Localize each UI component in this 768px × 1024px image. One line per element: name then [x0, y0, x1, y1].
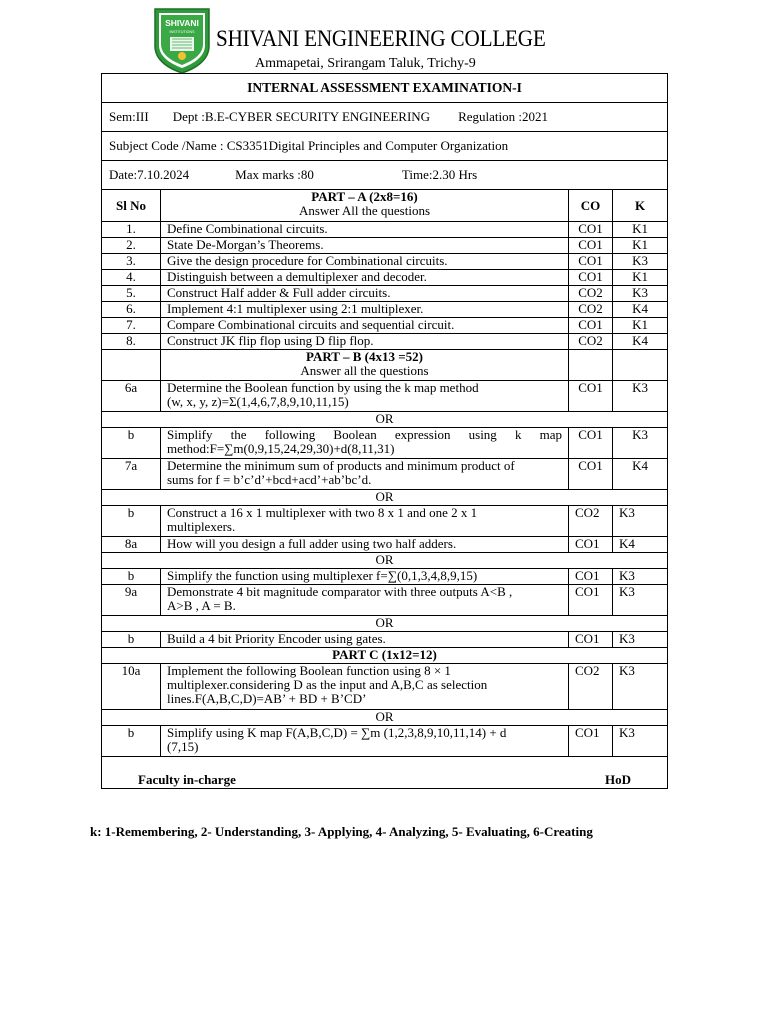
question-text: Determine the minimum sum of products and minimum product of: [167, 458, 515, 473]
table-row: [102, 428, 668, 459]
question-number: b: [102, 632, 161, 648]
logo-text: SHIVANI: [165, 18, 199, 28]
course-outcome: CO1: [569, 270, 613, 286]
question-text: State De-Morgan’s Theorems.: [161, 238, 569, 254]
part-b-header-row: [102, 350, 668, 381]
knowledge-level: K3: [613, 381, 668, 412]
knowledge-level: K3: [613, 632, 668, 648]
question-text: Implement 4:1 multiplexer using 2:1 multiplexer.: [161, 302, 569, 318]
table-row: [102, 569, 668, 585]
question-number: 5.: [102, 286, 161, 302]
part-a-title: PART – A (2x8=16): [311, 189, 418, 204]
knowledge-level: K3: [613, 726, 668, 757]
knowledge-level: K3: [613, 506, 668, 537]
question-text: multiplexer.considering D as the input and A,B,C as selection: [167, 677, 488, 692]
part-c-header-row: [102, 648, 668, 664]
question-text: Define Combinational circuits.: [161, 222, 569, 238]
subject: Subject Code /Name : CS3351Digital Principles and Computer Organization: [102, 132, 668, 161]
question-text: Compare Combinational circuits and sequential circuit.: [161, 318, 569, 334]
table-row: [102, 270, 668, 286]
part-b-title: PART – B (4x13 =52): [306, 349, 423, 364]
knowledge-level: K1: [613, 270, 668, 286]
course-outcome: CO1: [569, 459, 613, 490]
course-outcome: CO1: [569, 381, 613, 412]
or-label: OR: [102, 490, 668, 506]
part-a-header-row: [102, 190, 668, 222]
knowledge-level: K1: [613, 318, 668, 334]
question-text: Distinguish between a demultiplexer and decoder.: [161, 270, 569, 286]
course-outcome: CO2: [569, 334, 613, 350]
or-row: [102, 710, 668, 726]
or-row: [102, 616, 668, 632]
college-logo: [152, 6, 212, 74]
question-number: 1.: [102, 222, 161, 238]
course-outcome: CO2: [569, 302, 613, 318]
question-text: Demonstrate 4 bit magnitude comparator with three outputs A<B ,: [167, 584, 513, 599]
question-text: lines.F(A,B,C,D)=AB’ + BD + B’CD’: [167, 691, 367, 706]
knowledge-level: K4: [613, 459, 668, 490]
question-text: Give the design procedure for Combinational circuits.: [161, 254, 569, 270]
or-row: [102, 553, 668, 569]
signature-row: [102, 757, 668, 789]
question-number: 2.: [102, 238, 161, 254]
table-row: [102, 302, 668, 318]
table-row: [102, 506, 668, 537]
knowledge-level: K3: [613, 664, 668, 710]
exam-date: Date:7.10.2024: [109, 167, 190, 182]
question-text: multiplexers.: [167, 519, 236, 534]
table-row: [102, 632, 668, 648]
knowledge-level-legend: k: 1-Remembering, 2- Understanding, 3- Applying, 4- Analyzing, 5- Evaluating, 6-Creating: [90, 824, 593, 839]
question-text: Simplify the function using multiplexer f=∑(0,1,3,4,8,9,15): [161, 569, 569, 585]
course-outcome: CO1: [569, 254, 613, 270]
course-outcome: CO1: [569, 318, 613, 334]
course-outcome: CO1: [569, 222, 613, 238]
part-c-title: PART C (1x12=12): [102, 648, 668, 664]
or-row: [102, 412, 668, 428]
or-row: [102, 490, 668, 506]
course-outcome: CO1: [569, 726, 613, 757]
table-row: [102, 318, 668, 334]
knowledge-level: K3: [613, 254, 668, 270]
course-outcome: CO1: [569, 585, 613, 616]
course-outcome: CO2: [569, 506, 613, 537]
subject-row: [102, 132, 668, 161]
question-number: b: [102, 506, 161, 537]
question-text: Construct Half adder & Full adder circuits.: [161, 286, 569, 302]
hod-signature: HoD: [605, 772, 632, 787]
department: Dept :B.E-CYBER SECURITY ENGINEERING: [172, 109, 431, 124]
co-header: CO: [569, 190, 613, 222]
table-row: [102, 459, 668, 490]
question-text: sums for f = b’c’d’+bcd+acd’+ab’bc’d.: [167, 472, 372, 487]
knowledge-level: K1: [613, 238, 668, 254]
question-text: How will you design a full adder using two half adders.: [161, 537, 569, 553]
question-text: method:F=∑m(0,9,15,24,29,30)+d(8,11,31): [167, 441, 395, 456]
question-text: (7,15): [167, 739, 199, 754]
table-row: [102, 381, 668, 412]
date-row: [102, 161, 668, 190]
table-row: [102, 254, 668, 270]
table-row: [102, 726, 668, 757]
course-outcome: CO1: [569, 569, 613, 585]
sl-no-header: Sl No: [102, 190, 161, 222]
knowledge-level: K3: [613, 569, 668, 585]
semester: Sem:III: [109, 109, 149, 124]
college-address: Ammapetai, Srirangam Taluk, Trichy-9: [255, 56, 476, 71]
table-row: [102, 537, 668, 553]
exam-title: INTERNAL ASSESSMENT EXAMINATION-I: [102, 74, 668, 103]
question-number: b: [102, 428, 161, 459]
course-outcome: CO2: [569, 664, 613, 710]
table-row: [102, 334, 668, 350]
table-row: [102, 222, 668, 238]
question-text: Determine the Boolean function by using the k map method: [167, 380, 479, 395]
question-number: 10a: [102, 664, 161, 710]
college-name: SHIVANI ENGINEERING COLLEGE: [216, 26, 546, 51]
question-text: Build a 4 bit Priority Encoder using gates.: [161, 632, 569, 648]
or-label: OR: [102, 616, 668, 632]
question-text: (w, x, y, z)=Σ(1,4,6,7,8,9,10,11,15): [167, 394, 349, 409]
exam-time: Time:2.30 Hrs: [401, 167, 478, 182]
regulation: Regulation :2021: [458, 109, 548, 124]
or-label: OR: [102, 553, 668, 569]
or-label: OR: [102, 412, 668, 428]
question-text: Construct a 16 x 1 multiplexer with two 8 x 1 and one 2 x 1: [167, 505, 478, 520]
exam-table: [101, 73, 668, 789]
question-text: Implement the following Boolean function using 8 × 1: [167, 663, 451, 678]
faculty-in-charge: Faculty in-charge: [138, 772, 236, 787]
or-label: OR: [102, 710, 668, 726]
question-number: 7.: [102, 318, 161, 334]
question-number: 3.: [102, 254, 161, 270]
knowledge-level: K4: [613, 537, 668, 553]
knowledge-level: K4: [613, 302, 668, 318]
table-row: [102, 664, 668, 710]
question-number: b: [102, 726, 161, 757]
question-text: Simplify using K map F(A,B,C,D) = ∑m (1,2,3,8,9,10,11,14) + d: [167, 725, 507, 740]
question-number: 8a: [102, 537, 161, 553]
k-header: K: [613, 190, 668, 222]
question-number: 9a: [102, 585, 161, 616]
course-outcome: CO1: [569, 238, 613, 254]
max-marks: Max marks :80: [235, 167, 314, 182]
knowledge-level: K3: [613, 585, 668, 616]
table-row: [102, 238, 668, 254]
course-outcome: CO1: [569, 537, 613, 553]
knowledge-level: K1: [613, 222, 668, 238]
knowledge-level: K3: [613, 428, 668, 459]
question-number: 7a: [102, 459, 161, 490]
course-outcome: CO1: [569, 632, 613, 648]
course-outcome: CO2: [569, 286, 613, 302]
question-text: A>B , A = B.: [167, 598, 236, 613]
knowledge-level: K3: [613, 286, 668, 302]
knowledge-level: K4: [613, 334, 668, 350]
question-number: 6a: [102, 381, 161, 412]
question-number: 8.: [102, 334, 161, 350]
part-b-subtitle: Answer all the questions: [300, 363, 429, 378]
part-a-subtitle: Answer All the questions: [298, 203, 431, 218]
table-row: [102, 585, 668, 616]
sem-dept-row: [102, 103, 668, 132]
question-text: Simplify the following Boolean expression using k map: [167, 427, 562, 442]
course-outcome: CO1: [569, 428, 613, 459]
logo-subtext: INSTITUTIONS: [169, 30, 195, 34]
question-number: 4.: [102, 270, 161, 286]
question-number: 6.: [102, 302, 161, 318]
question-number: b: [102, 569, 161, 585]
question-text: Construct JK flip flop using D flip flop.: [161, 334, 569, 350]
exam-title-row: [102, 74, 668, 103]
table-row: [102, 286, 668, 302]
